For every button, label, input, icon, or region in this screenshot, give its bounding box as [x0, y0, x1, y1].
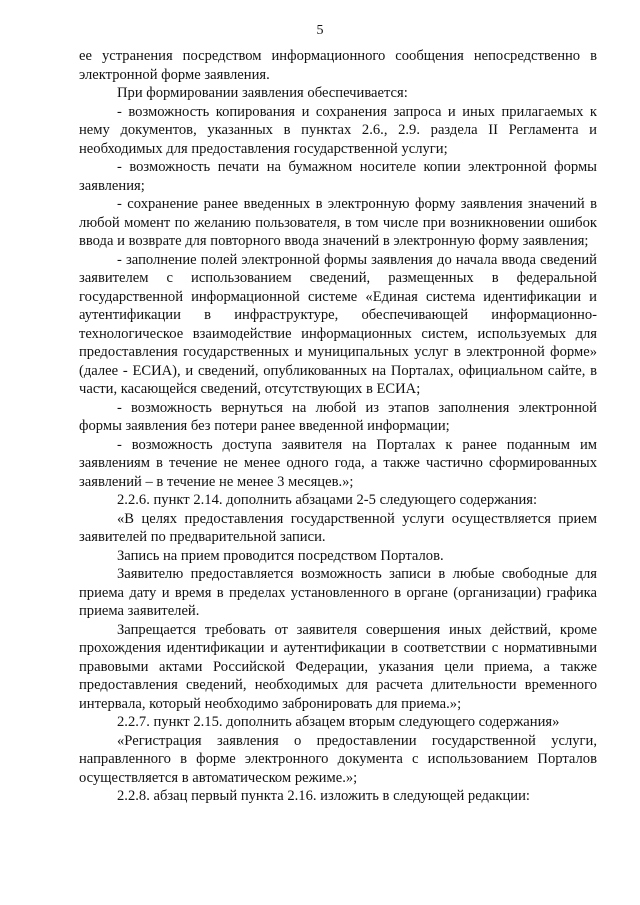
- paragraph: - возможность печати на бумажном носителе копии электронной формы заявления;: [79, 159, 597, 194]
- paragraph: «В целях предоставления государственной услуги осуществляется прием заявителей по предварительной записи.: [79, 510, 597, 545]
- paragraph: При формировании заявления обеспечивается:: [117, 85, 408, 101]
- paragraph: - сохранение ранее введенных в электронную форму заявления значений в любой момент по желанию пользователя, в том числе при возникновении ошибок ввода и возврате для повторного ввода значений в электронную форму заявления;: [79, 196, 597, 249]
- paragraph: - возможность доступа заявителя на Порталах к ранее поданным им заявлениям в течение не менее одного года, а также частично сформированных заявлений – в течение не менее 3 месяцев.»;: [79, 436, 597, 490]
- paragraph: - возможность вернуться на любой из этапов заполнения электронной формы заявления без потери ранее введенной информации;: [79, 399, 597, 434]
- paragraph: ее устранения посредством информационного сообщения непосредственно в электронной форме заявления.: [79, 48, 597, 83]
- paragraph: 2.2.7. пункт 2.15. дополнить абзацем вторым следующего содержания»: [117, 714, 560, 730]
- paragraph: «Регистрация заявления о предоставлении государственной услуги, направленного в форме электронного документа с использованием Порталов осуществляется в автоматическом режиме.»;: [79, 732, 597, 786]
- document-body: [79, 47, 597, 806]
- paragraph: Запись на прием проводится посредством Порталов.: [117, 547, 444, 564]
- paragraph: - возможность копирования и сохранения запроса и иных прилагаемых к нему документов, указанных в пунктах 2.6., 2.9. раздела II Регламента и необходимых для предоставления государственной услуги;: [79, 103, 597, 157]
- page-number: 5: [316, 23, 324, 38]
- paragraph: 2.2.8. абзац первый пункта 2.16. изложить в следующей редакции:: [117, 788, 530, 804]
- paragraph: 2.2.6. пункт 2.14. дополнить абзацами 2-5 следующего содержания:: [117, 492, 538, 508]
- paragraph: Заявителю предоставляется возможность записи в любые свободные для приема дату и время в пределах установленного в органе (организации) графика приема заявителей.: [79, 566, 597, 619]
- paragraph: - заполнение полей электронной формы заявления до начала ввода сведений заявителем с использованием сведений, размещенных в федеральной государственной информационной системе «Единая система идентификации и аутентификации в инфраструктуре, обеспечивающей информационно-технологическое взаимодействие информационных систем, используемых для предоставления государственных и муниципальных услуг в электронной форме» (далее - ЕСИА), и сведений, опубликованных на Порталах, официальном сайте, в части, касающейся сведений, отсутствующих в ЕСИА;: [79, 251, 597, 397]
- paragraph: Запрещается требовать от заявителя совершения иных действий, кроме прохождения идентификации и аутентификации в соответствии с нормативными правовыми актами Российской Федерации, указания цели приема, а также предоставления сведений, необходимых для расчета длительности временного интервала, который необходимо забронировать для приема.»;: [79, 621, 597, 712]
